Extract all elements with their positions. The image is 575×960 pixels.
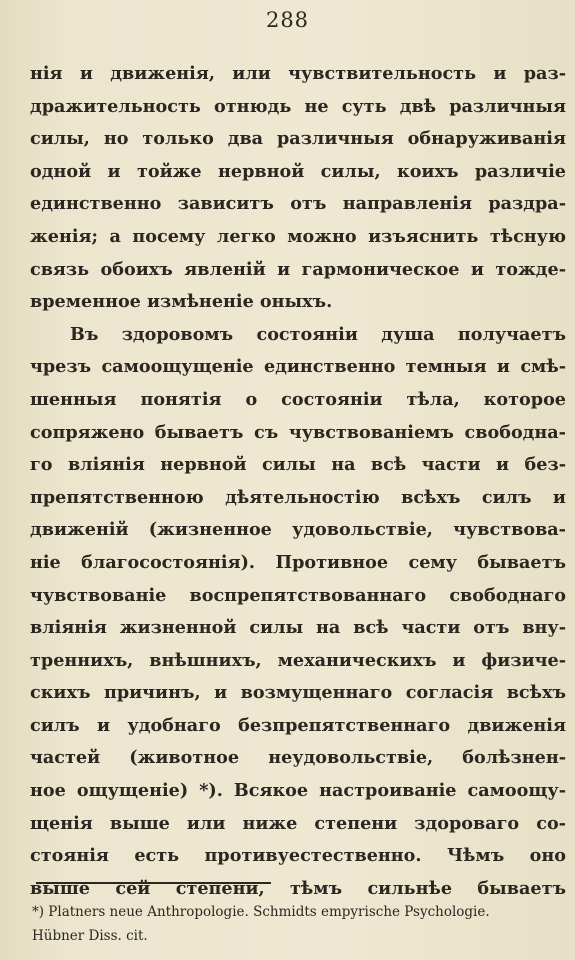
text-line: силъ и удобнаго безпрепятственнаго движенія	[30, 714, 566, 736]
footnote-line: *) Platners neue Anthropologie. Schmidts empyrische Psychologie.	[32, 904, 490, 920]
footnotes	[32, 900, 568, 948]
footnote-divider	[36, 882, 271, 884]
text-line: связь обоихъ явленій и гармоническое и тожде-	[30, 258, 566, 280]
text-line: дражительность отнюдь не суть двѣ различныя	[30, 95, 566, 117]
footnote-line: Hübner Diss. cit.	[32, 928, 148, 944]
main-text	[30, 58, 566, 905]
page-number: 288	[265, 8, 310, 32]
text-line: препятственною дѣятельностію всѣхъ силъ и	[30, 486, 566, 508]
text-line: чрезъ самоощущеніе единственно темныя и смѣ-	[30, 356, 566, 378]
text-line: выше сей степени, тѣмъ сильнѣе бываетъ	[30, 877, 566, 899]
text-line: единственно зависитъ отъ направленія раздра-	[30, 193, 566, 215]
text-line: вліянія жизненной силы на всѣ части отъ вну-	[30, 617, 566, 639]
text-line: силы, но только два различныя обнаруживанія	[30, 128, 566, 150]
text-line: треннихъ, внѣшнихъ, механическихъ и физиче-	[30, 649, 566, 671]
text-line: чувствованіе воспрепятствованнаго свободнаго	[30, 584, 566, 606]
text-line: женія; а посему легко можно изъяснить тѣсную	[30, 225, 566, 247]
text-line: частей (животное неудовольствіе, болѣзнен-	[30, 747, 566, 769]
text-line: скихъ причинъ, и возмущеннаго согласія всѣхъ	[30, 682, 566, 704]
text-line: го вліянія нервной силы на всѣ части и без-	[30, 454, 566, 476]
text-line: ніе благосостоянія). Противное сему бываетъ	[30, 551, 566, 573]
paragraph-first-line: Въ здоровомъ состояніи душа получаетъ	[70, 323, 566, 345]
text-line: щенія выше или ниже степени здороваго со-	[30, 812, 566, 834]
text-line: временное измѣненіе оныхъ.	[30, 291, 333, 313]
text-line: шенныя понятія о состояніи тѣла, которое	[30, 388, 566, 410]
text-line: стоянія есть противуестественно. Чѣмъ оно	[30, 845, 566, 867]
text-line: одной и тойже нервной силы, коихъ различіе	[30, 160, 566, 182]
text-line: сопряжено бываетъ съ чувствованіемъ свободна-	[30, 421, 566, 443]
text-line: ное ощущеніе) *). Всякое настроиваніе самоощу-	[30, 780, 566, 802]
text-line: нія и движенія, или чувствительность и раз-	[30, 63, 566, 84]
text-line: движеній (жизненное удовольствіе, чувствова-	[30, 519, 566, 541]
